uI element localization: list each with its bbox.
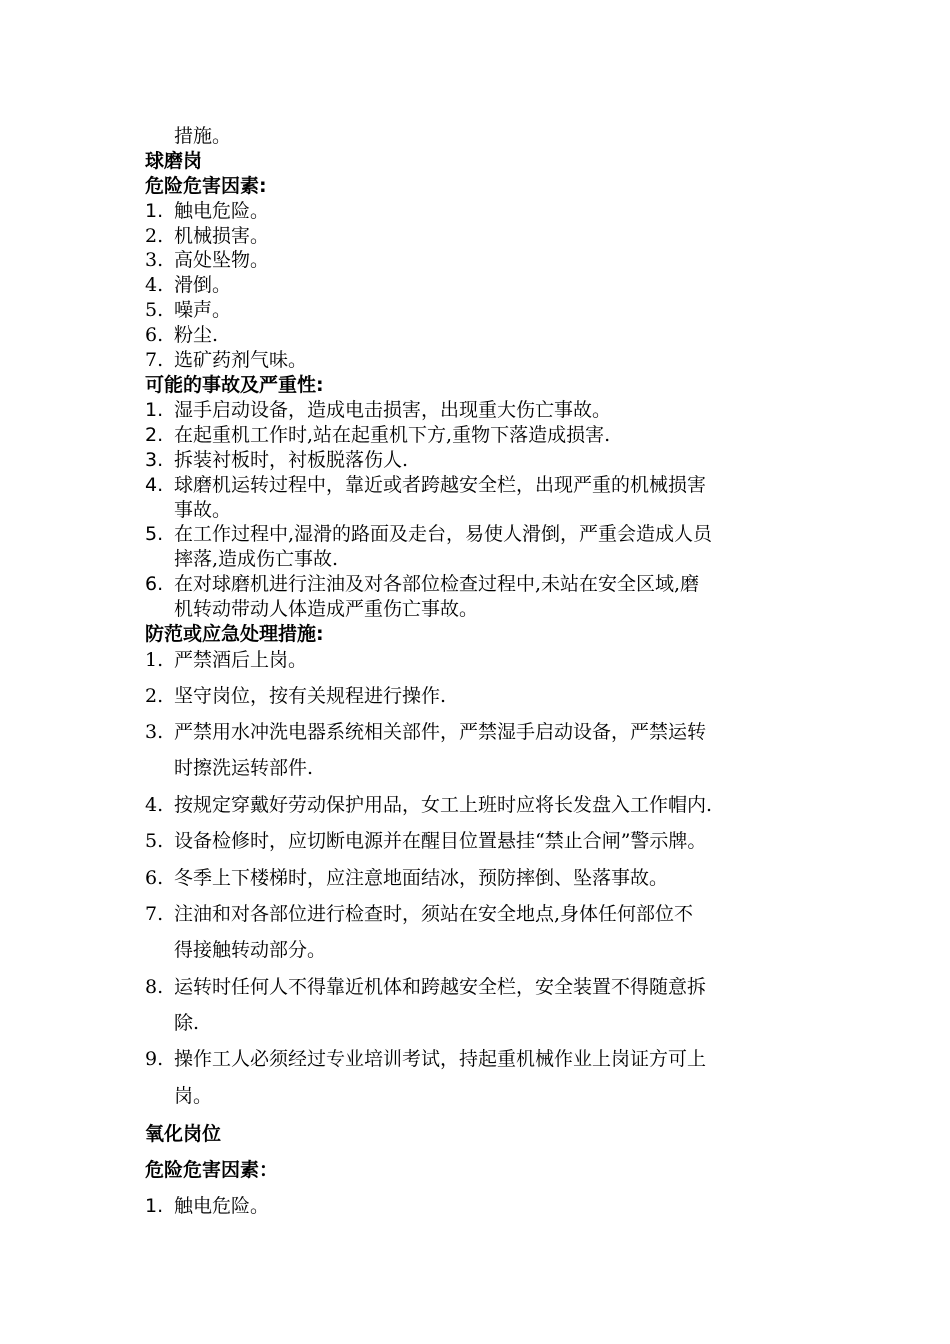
continuation-text: 措施。 — [174, 125, 232, 147]
list-number: 3. — [145, 249, 164, 271]
list-text: 坚守岗位，按有关规程进行操作. — [174, 685, 447, 707]
list-text: 设备检修时，应切断电源并在醒目位置悬挂“禁止合闸”警示牌。 — [174, 830, 707, 852]
list-number: 4. — [145, 794, 164, 816]
list-text-continuation: 机转动带动人体造成严重伤亡事故。 — [174, 598, 479, 620]
list-text: 球磨机运转过程中，靠近或者跨越安全栏，出现严重的机械损害 — [174, 474, 707, 496]
list-number: 4. — [145, 274, 164, 296]
list-text: 严禁用水冲洗电器系统相关部件，严禁湿手启动设备，严禁运转 — [174, 721, 707, 743]
list-text: 严禁酒后上岗。 — [174, 649, 308, 671]
hazards-heading: 危险危害因素： — [145, 1159, 279, 1181]
list-text-continuation: 摔落,造成伤亡事故. — [174, 548, 339, 570]
list-text: 拆装衬板时，衬板脱落伤人. — [174, 449, 409, 471]
list-number: 1. — [145, 649, 164, 671]
list-text: 粉尘. — [174, 324, 219, 346]
list-number: 1. — [145, 200, 164, 222]
list-number: 5. — [145, 299, 164, 321]
list-number: 8. — [145, 976, 164, 998]
list-text: 触电危险。 — [174, 200, 270, 222]
list-text: 在对球磨机进行注油及对各部位检查过程中,未站在安全区域,磨 — [174, 573, 700, 595]
list-text: 注油和对各部位进行检查时，须站在安全地点,身体任何部位不 — [174, 903, 694, 925]
list-number: 6. — [145, 573, 164, 595]
list-number: 5. — [145, 830, 164, 852]
list-number: 9. — [145, 1048, 164, 1070]
list-number: 6. — [145, 324, 164, 346]
list-text: 在起重机工作时,站在起重机下方,重物下落造成损害. — [174, 424, 611, 446]
list-number: 3. — [145, 449, 164, 471]
list-text: 选矿药剂气味。 — [174, 349, 308, 371]
list-number: 3. — [145, 721, 164, 743]
list-text: 高处坠物。 — [174, 249, 270, 271]
list-text: 触电危险。 — [174, 1195, 270, 1217]
list-number: 7. — [145, 903, 164, 925]
list-number: 4. — [145, 474, 164, 496]
list-number: 2. — [145, 424, 164, 446]
list-number: 7. — [145, 349, 164, 371]
list-number: 6. — [145, 867, 164, 889]
list-number: 1. — [145, 399, 164, 421]
list-text: 湿手启动设备，造成电击损害，出现重大伤亡事故。 — [174, 399, 612, 421]
list-text-continuation: 事故。 — [174, 499, 232, 521]
list-text: 滑倒。 — [174, 274, 232, 296]
list-number: 1. — [145, 1195, 164, 1217]
list-number: 2. — [145, 685, 164, 707]
list-text-continuation: 时擦洗运转部件. — [174, 757, 314, 779]
list-text: 噪声。 — [174, 299, 232, 321]
list-text: 按规定穿戴好劳动保护用品，女工上班时应将长发盘入工作帽内. — [174, 794, 713, 816]
hazards-heading: 危险危害因素: — [145, 175, 267, 197]
list-number: 2. — [145, 225, 164, 247]
section-title: 氧化岗位 — [145, 1123, 222, 1145]
list-text: 运转时任何人不得靠近机体和跨越安全栏，安全装置不得随意拆 — [174, 976, 707, 998]
section-title: 球磨岗 — [145, 150, 203, 172]
measures-heading: 防范或应急处理措施: — [145, 623, 324, 645]
list-text-continuation: 除. — [174, 1012, 200, 1034]
list-text-continuation: 岗。 — [174, 1085, 213, 1107]
list-text: 机械损害。 — [174, 225, 270, 247]
accidents-heading: 可能的事故及严重性: — [145, 374, 324, 396]
list-number: 5. — [145, 523, 164, 545]
list-text: 操作工人必须经过专业培训考试，持起重机械作业上岗证方可上 — [174, 1048, 707, 1070]
list-text: 在工作过程中,湿滑的路面及走台，易使人滑倒，严重会造成人员 — [174, 523, 713, 545]
list-text-continuation: 得接触转动部分。 — [174, 939, 327, 961]
list-text: 冬季上下楼梯时，应注意地面结冰，预防摔倒、坠落事故。 — [174, 867, 669, 889]
